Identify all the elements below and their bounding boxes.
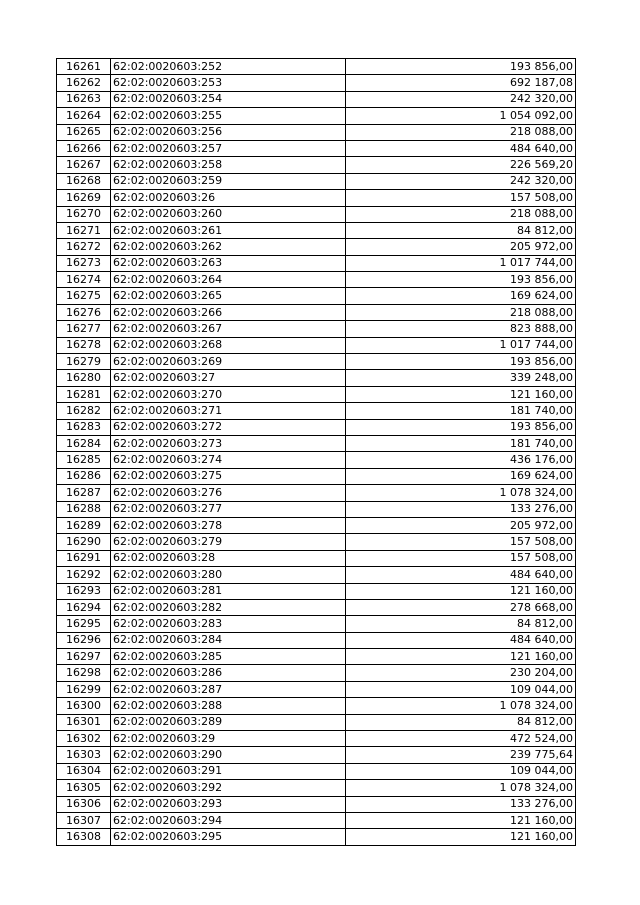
table-row <box>57 698 576 714</box>
value-cell: 109 044,00 <box>346 763 576 779</box>
row-number-cell: 16302 <box>57 731 111 747</box>
row-number-cell: 16265 <box>57 124 111 140</box>
cadastral-number-cell: 62:02:0020603:266 <box>111 304 346 320</box>
table-row <box>57 222 576 238</box>
value-cell: 218 088,00 <box>346 124 576 140</box>
cadastral-number-cell: 62:02:0020603:287 <box>111 681 346 697</box>
cadastral-number-cell: 62:02:0020603:259 <box>111 173 346 189</box>
row-number-cell: 16306 <box>57 796 111 812</box>
value-cell: 823 888,00 <box>346 321 576 337</box>
cadastral-number-cell: 62:02:0020603:290 <box>111 747 346 763</box>
table-row <box>57 452 576 468</box>
cadastral-number-cell: 62:02:0020603:257 <box>111 140 346 156</box>
table-row <box>57 780 576 796</box>
row-number-cell: 16262 <box>57 75 111 91</box>
value-cell: 1 078 324,00 <box>346 485 576 501</box>
row-number-cell: 16271 <box>57 222 111 238</box>
table-row <box>57 731 576 747</box>
value-cell: 121 160,00 <box>346 386 576 402</box>
table-row <box>57 468 576 484</box>
row-number-cell: 16276 <box>57 304 111 320</box>
table-row <box>57 354 576 370</box>
cadastral-number-cell: 62:02:0020603:267 <box>111 321 346 337</box>
table-row <box>57 616 576 632</box>
row-number-cell: 16263 <box>57 91 111 107</box>
row-number-cell: 16280 <box>57 370 111 386</box>
row-number-cell: 16264 <box>57 108 111 124</box>
cadastral-number-cell: 62:02:0020603:269 <box>111 354 346 370</box>
value-cell: 193 856,00 <box>346 354 576 370</box>
row-number-cell: 16284 <box>57 435 111 451</box>
value-cell: 121 160,00 <box>346 649 576 665</box>
cadastral-number-cell: 62:02:0020603:28 <box>111 550 346 566</box>
row-number-cell: 16305 <box>57 780 111 796</box>
row-number-cell: 16269 <box>57 190 111 206</box>
value-cell: 84 812,00 <box>346 616 576 632</box>
table-row <box>57 124 576 140</box>
cadastral-number-cell: 62:02:0020603:271 <box>111 403 346 419</box>
row-number-cell: 16296 <box>57 632 111 648</box>
cadastral-number-cell: 62:02:0020603:281 <box>111 583 346 599</box>
table-row <box>57 829 576 845</box>
value-cell: 169 624,00 <box>346 468 576 484</box>
row-number-cell: 16267 <box>57 157 111 173</box>
table-row <box>57 206 576 222</box>
row-number-cell: 16295 <box>57 616 111 632</box>
value-cell: 193 856,00 <box>346 419 576 435</box>
value-cell: 218 088,00 <box>346 304 576 320</box>
value-cell: 230 204,00 <box>346 665 576 681</box>
value-cell: 157 508,00 <box>346 534 576 550</box>
cadastral-number-cell: 62:02:0020603:261 <box>111 222 346 238</box>
cadastral-number-cell: 62:02:0020603:256 <box>111 124 346 140</box>
cadastral-number-cell: 62:02:0020603:262 <box>111 239 346 255</box>
cadastral-number-cell: 62:02:0020603:294 <box>111 812 346 828</box>
value-cell: 484 640,00 <box>346 140 576 156</box>
row-number-cell: 16288 <box>57 501 111 517</box>
cadastral-number-cell: 62:02:0020603:286 <box>111 665 346 681</box>
value-cell: 181 740,00 <box>346 403 576 419</box>
row-number-cell: 16294 <box>57 599 111 615</box>
table-row <box>57 534 576 550</box>
cadastral-number-cell: 62:02:0020603:253 <box>111 75 346 91</box>
value-cell: 121 160,00 <box>346 829 576 845</box>
cadastral-number-cell: 62:02:0020603:273 <box>111 435 346 451</box>
value-cell: 1 017 744,00 <box>346 255 576 271</box>
cadastral-number-cell: 62:02:0020603:265 <box>111 288 346 304</box>
table-row <box>57 747 576 763</box>
table-row <box>57 812 576 828</box>
table-row <box>57 485 576 501</box>
cadastral-number-cell: 62:02:0020603:283 <box>111 616 346 632</box>
value-cell: 339 248,00 <box>346 370 576 386</box>
table-row <box>57 272 576 288</box>
row-number-cell: 16279 <box>57 354 111 370</box>
table-row <box>57 91 576 107</box>
row-number-cell: 16292 <box>57 567 111 583</box>
value-cell: 472 524,00 <box>346 731 576 747</box>
table-row <box>57 632 576 648</box>
table-row <box>57 288 576 304</box>
cadastral-number-cell: 62:02:0020603:270 <box>111 386 346 402</box>
cadastral-number-cell: 62:02:0020603:255 <box>111 108 346 124</box>
row-number-cell: 16278 <box>57 337 111 353</box>
cadastral-number-cell: 62:02:0020603:252 <box>111 59 346 75</box>
row-number-cell: 16266 <box>57 140 111 156</box>
row-number-cell: 16274 <box>57 272 111 288</box>
table-row <box>57 108 576 124</box>
table-row <box>57 337 576 353</box>
value-cell: 484 640,00 <box>346 632 576 648</box>
table-row <box>57 763 576 779</box>
cadastral-number-cell: 62:02:0020603:291 <box>111 763 346 779</box>
table-row <box>57 419 576 435</box>
table-row <box>57 517 576 533</box>
table-row <box>57 681 576 697</box>
value-cell: 436 176,00 <box>346 452 576 468</box>
row-number-cell: 16287 <box>57 485 111 501</box>
table-row <box>57 304 576 320</box>
value-cell: 242 320,00 <box>346 173 576 189</box>
cadastral-number-cell: 62:02:0020603:295 <box>111 829 346 845</box>
value-cell: 169 624,00 <box>346 288 576 304</box>
cadastral-number-cell: 62:02:0020603:279 <box>111 534 346 550</box>
value-cell: 193 856,00 <box>346 272 576 288</box>
table-row <box>57 501 576 517</box>
table-row <box>57 239 576 255</box>
row-number-cell: 16293 <box>57 583 111 599</box>
value-cell: 484 640,00 <box>346 567 576 583</box>
cadastral-number-cell: 62:02:0020603:282 <box>111 599 346 615</box>
cadastral-number-cell: 62:02:0020603:264 <box>111 272 346 288</box>
row-number-cell: 16304 <box>57 763 111 779</box>
value-cell: 1 078 324,00 <box>346 780 576 796</box>
table-row <box>57 665 576 681</box>
table-row <box>57 714 576 730</box>
value-cell: 121 160,00 <box>346 583 576 599</box>
table-row <box>57 435 576 451</box>
value-cell: 1 054 092,00 <box>346 108 576 124</box>
table-row <box>57 255 576 271</box>
value-cell: 226 569,20 <box>346 157 576 173</box>
value-cell: 205 972,00 <box>346 239 576 255</box>
row-number-cell: 16297 <box>57 649 111 665</box>
cadastral-number-cell: 62:02:0020603:277 <box>111 501 346 517</box>
table-row <box>57 583 576 599</box>
table-row <box>57 567 576 583</box>
row-number-cell: 16275 <box>57 288 111 304</box>
cadastral-number-cell: 62:02:0020603:272 <box>111 419 346 435</box>
row-number-cell: 16289 <box>57 517 111 533</box>
value-cell: 193 856,00 <box>346 59 576 75</box>
row-number-cell: 16307 <box>57 812 111 828</box>
cadastral-number-cell: 62:02:0020603:288 <box>111 698 346 714</box>
cadastral-number-cell: 62:02:0020603:258 <box>111 157 346 173</box>
table-row <box>57 649 576 665</box>
table-row <box>57 386 576 402</box>
table-body <box>57 59 576 846</box>
cadastral-value-table <box>56 58 576 846</box>
value-cell: 1 078 324,00 <box>346 698 576 714</box>
cadastral-number-cell: 62:02:0020603:285 <box>111 649 346 665</box>
cadastral-number-cell: 62:02:0020603:284 <box>111 632 346 648</box>
value-cell: 84 812,00 <box>346 222 576 238</box>
table-row <box>57 59 576 75</box>
value-cell: 205 972,00 <box>346 517 576 533</box>
row-number-cell: 16290 <box>57 534 111 550</box>
cadastral-number-cell: 62:02:0020603:274 <box>111 452 346 468</box>
table-row <box>57 140 576 156</box>
row-number-cell: 16283 <box>57 419 111 435</box>
row-number-cell: 16268 <box>57 173 111 189</box>
cadastral-number-cell: 62:02:0020603:26 <box>111 190 346 206</box>
cadastral-number-cell: 62:02:0020603:289 <box>111 714 346 730</box>
cadastral-number-cell: 62:02:0020603:254 <box>111 91 346 107</box>
row-number-cell: 16285 <box>57 452 111 468</box>
row-number-cell: 16272 <box>57 239 111 255</box>
row-number-cell: 16301 <box>57 714 111 730</box>
cadastral-number-cell: 62:02:0020603:263 <box>111 255 346 271</box>
value-cell: 133 276,00 <box>346 501 576 517</box>
row-number-cell: 16270 <box>57 206 111 222</box>
cadastral-number-cell: 62:02:0020603:276 <box>111 485 346 501</box>
value-cell: 278 668,00 <box>346 599 576 615</box>
row-number-cell: 16286 <box>57 468 111 484</box>
cadastral-number-cell: 62:02:0020603:293 <box>111 796 346 812</box>
value-cell: 692 187,08 <box>346 75 576 91</box>
row-number-cell: 16273 <box>57 255 111 271</box>
value-cell: 157 508,00 <box>346 550 576 566</box>
value-cell: 181 740,00 <box>346 435 576 451</box>
table-row <box>57 75 576 91</box>
cadastral-number-cell: 62:02:0020603:268 <box>111 337 346 353</box>
value-cell: 242 320,00 <box>346 91 576 107</box>
row-number-cell: 16261 <box>57 59 111 75</box>
row-number-cell: 16291 <box>57 550 111 566</box>
cadastral-number-cell: 62:02:0020603:29 <box>111 731 346 747</box>
value-cell: 157 508,00 <box>346 190 576 206</box>
value-cell: 84 812,00 <box>346 714 576 730</box>
cadastral-number-cell: 62:02:0020603:260 <box>111 206 346 222</box>
table-row <box>57 321 576 337</box>
cadastral-number-cell: 62:02:0020603:278 <box>111 517 346 533</box>
value-cell: 133 276,00 <box>346 796 576 812</box>
table-row <box>57 550 576 566</box>
value-cell: 109 044,00 <box>346 681 576 697</box>
cadastral-number-cell: 62:02:0020603:275 <box>111 468 346 484</box>
row-number-cell: 16303 <box>57 747 111 763</box>
table-row <box>57 190 576 206</box>
row-number-cell: 16300 <box>57 698 111 714</box>
table-row <box>57 370 576 386</box>
row-number-cell: 16281 <box>57 386 111 402</box>
table-row <box>57 796 576 812</box>
row-number-cell: 16299 <box>57 681 111 697</box>
row-number-cell: 16308 <box>57 829 111 845</box>
table-row <box>57 403 576 419</box>
row-number-cell: 16277 <box>57 321 111 337</box>
cadastral-number-cell: 62:02:0020603:27 <box>111 370 346 386</box>
row-number-cell: 16282 <box>57 403 111 419</box>
table-row <box>57 599 576 615</box>
row-number-cell: 16298 <box>57 665 111 681</box>
cadastral-number-cell: 62:02:0020603:292 <box>111 780 346 796</box>
value-cell: 218 088,00 <box>346 206 576 222</box>
table-row <box>57 173 576 189</box>
value-cell: 1 017 744,00 <box>346 337 576 353</box>
table-row <box>57 157 576 173</box>
cadastral-number-cell: 62:02:0020603:280 <box>111 567 346 583</box>
value-cell: 121 160,00 <box>346 812 576 828</box>
value-cell: 239 775,64 <box>346 747 576 763</box>
